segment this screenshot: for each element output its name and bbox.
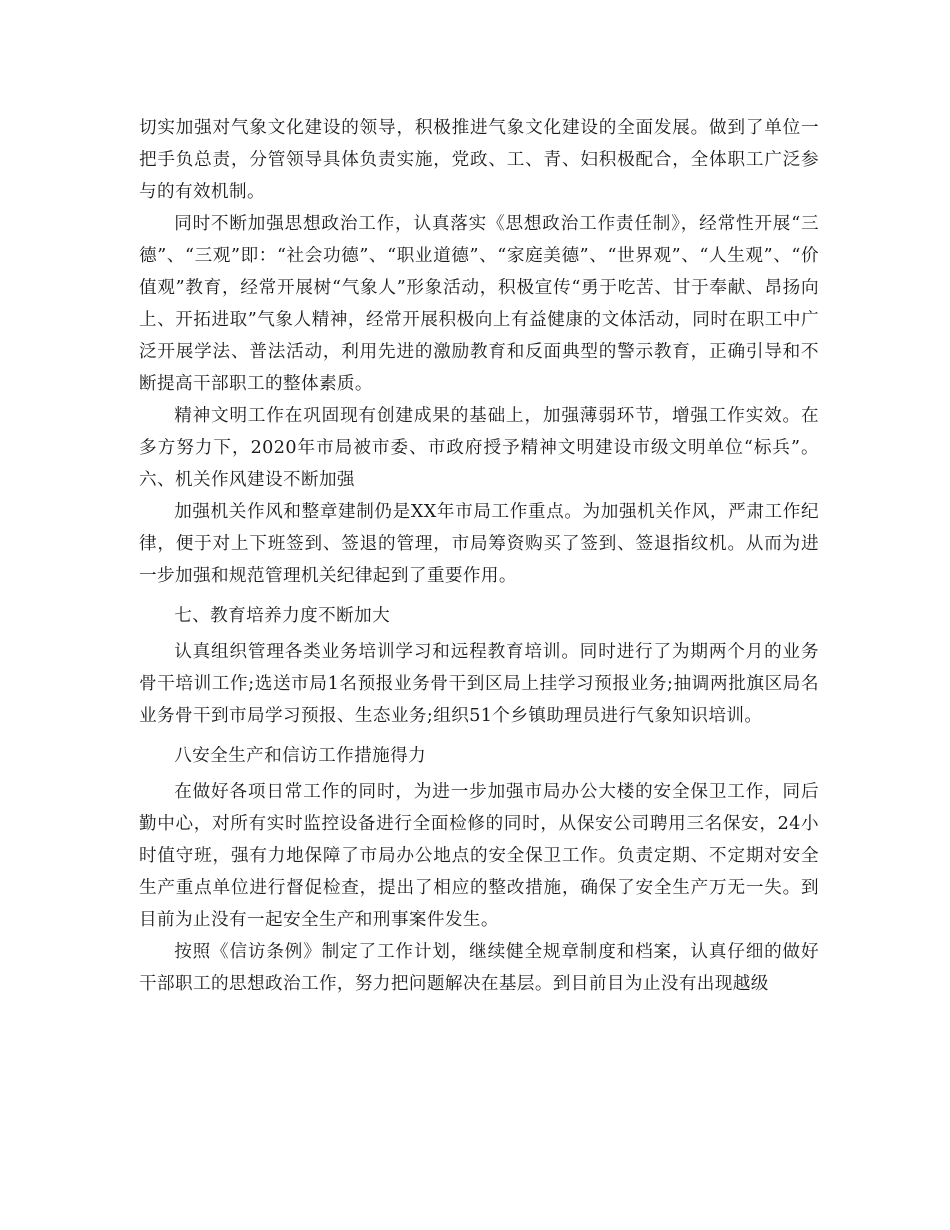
paragraph: 在做好各项日常工作的同时，为进一步加强市局办公大楼的安全保卫工作，同后勤中心，对所有实时监控设备进行全面检修的同时，从保安公司聘用三名保安，24小时值守班，强有力地保障了市局办公地点的安全保卫工作。负责定期、不定期对安全生产重点单位进行督促检查，提出了相应的整改措施，确保了安全生产万无一失。到目前为止没有一起安全生产和刑事案件发生。 <box>139 782 819 930</box>
paragraph: 切实加强对气象文化建设的领导，积极推进气象文化建设的全面发展。做到了单位一把手负总责，分管领导具体负责实施，党政、工、青、妇积极配合，全体职工广泛参与的有效机制。 <box>139 118 819 202</box>
paragraph: 按照《信访条例》制定了工作计划，继续健全规章制度和档案，认真仔细的做好干部职工的思想政治工作，努力把问题解决在基层。到目前目为止没有出现越级 <box>139 942 819 994</box>
paragraph: 认真组织管理各类业务培训学习和远程教育培训。同时进行了为期两个月的业务骨干培训工作;选送市局1名预报业务骨干到区局上挂学习预报业务;抽调两批旗区局名业务骨干到市局学习预报、生态业务;组织51个乡镇助理员进行气象知识培训。 <box>139 642 819 726</box>
document-body <box>139 112 819 1000</box>
section-heading: 七、教育培养力度不断加大 <box>174 606 391 626</box>
section-heading: 八安全生产和信访工作措施得力 <box>174 746 427 766</box>
paragraph: 加强机关作风和整章建制仍是XX年市局工作重点。为加强机关作风，严肃工作纪律，便于对上下班签到、签退的管理，市局筹资购买了签到、签退指纹机。从而为进一步加强和规范管理机关纪律起到了重要作用。 <box>139 502 819 586</box>
paragraph: 精神文明工作在巩固现有创建成果的基础上，加强薄弱环节，增强工作实效。在多方努力下，2020年市局被市委、市政府授予精神文明建设市级文明单位“标兵”。 六、机关作风建设不断加强 <box>139 406 819 490</box>
paragraph: 同时不断加强思想政治工作，认真落实《思想政治工作责任制》，经常性开展“三德”、“三观”即：“社会功德”、“职业道德”、“家庭美德”、“世界观”、“人生观”、“价值观”教育，经常开展树“气象人”形象活动，积极宣传“勇于吃苦、甘于奉献、昂扬向上、开拓进取”气象人精神，经常开展积极向上有益健康的文体活动，同时在职工中广泛开展学法、普法活动，利用先进的激励教育和反面典型的警示教育，正确引导和不断提高干部职工的整体素质。 <box>139 214 819 394</box>
